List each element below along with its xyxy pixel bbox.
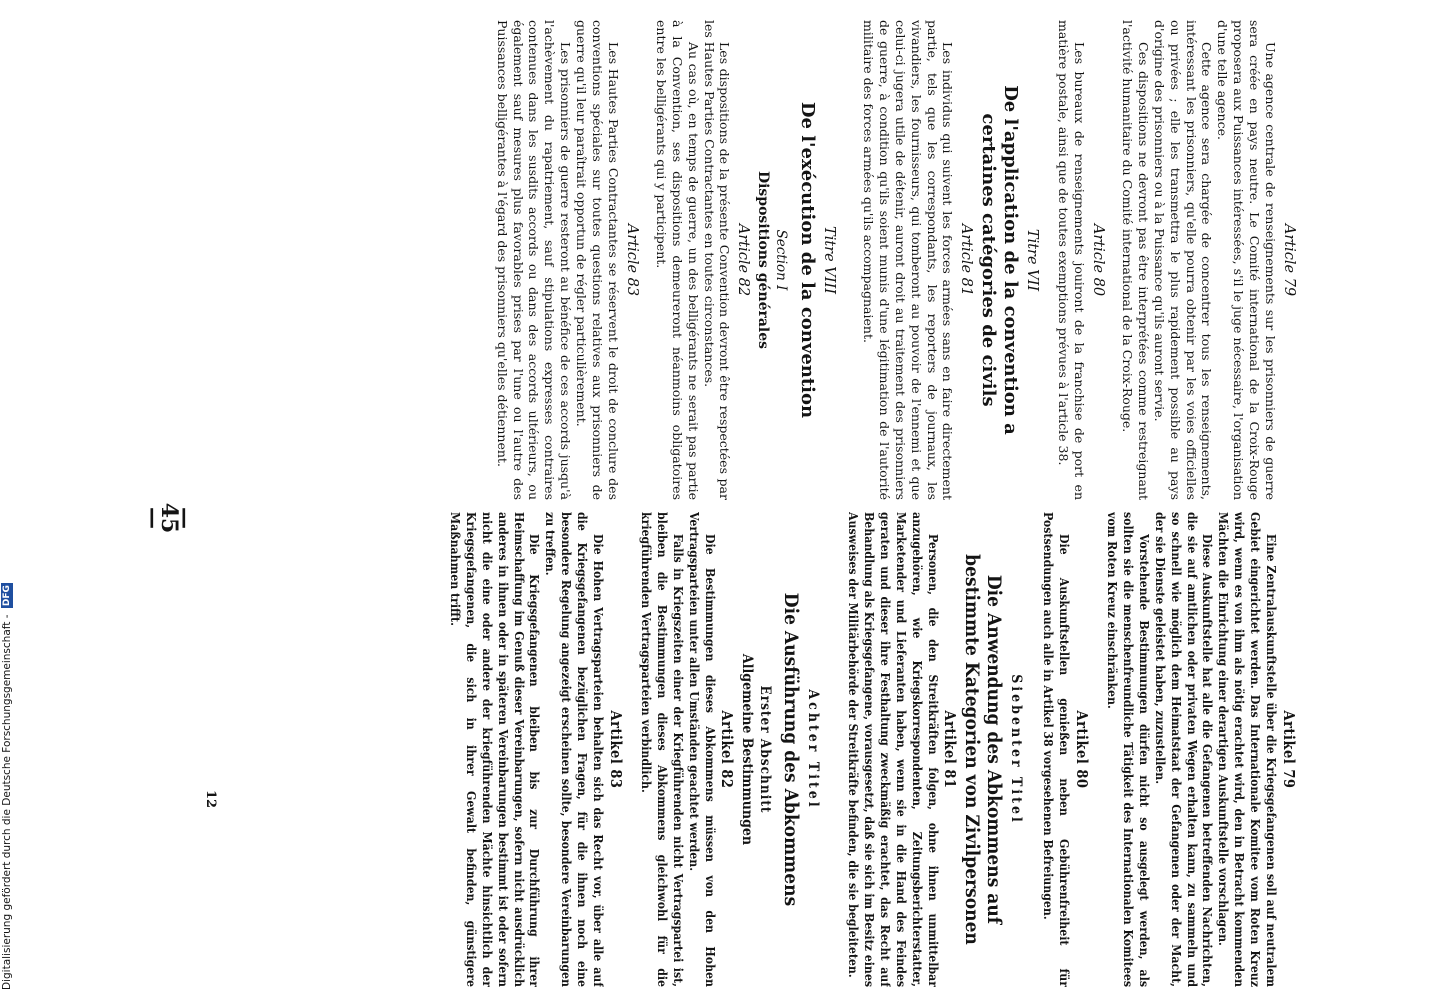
article-79-p1-fr: Une agence centrale de renseignements sur les prisonniers de guerre sera créée en pays neutre. Le Comité international de la Croix-Rouge proposera aux Puissances intéressées, s'il le juge nécessaire, l'organisation d'une telle agence. (1215, 20, 1279, 500)
document-page (140, 0, 1300, 1000)
article-81-p1-de: Personen, die den Streitkräften folgen, ohne ihnen unmittelbar anzugehören, wie Kriegskorrespondenten, Zeitungsberichterstatter, Marketender und Lieferanten haben, wenn sie in die Hand des Feindes geraten und dieser ihre Festhaltung zweckmäßig erachtet, das Recht auf Behandlung als Kriegsgefangene, vorausgesetzt, daß sie sich im Besitz eines Ausweises der Militärbehörde der Streitkräfte befinden, die sie begleiteten. (846, 512, 940, 987)
dfg-logo-icon: DFG (2, 585, 12, 607)
folio-number: 12 (203, 790, 218, 809)
article-83-p2-de: Die Kriegsgefangenen bleiben bis zur Durchführung ihrer Heimschaffung im Genuß dieser Vereinbarungen, sofern nicht ausdrücklich anderes in ihnen oder in späteren Vereinbarungen bestimmt ist oder sofern nicht die eine oder andere der kriegführenden Mächte hinsichtlich der Kriegsgefangenen, die sich in ihrer Gewalt befinden, günstigere Maßnahmen trifft. (447, 512, 542, 987)
article-79-p3-de: Vorstehende Bestimmungen dürfen nicht so ausgelegt werden, als sollten sie die menschenfreundliche Tätigkeit des Internationalen Komitees vom Roten Kreuz einschränken. (1105, 512, 1151, 987)
article-79-heading-fr: Article 79 (1281, 223, 1297, 297)
footer-text: Digitalisierung gefördert durch die Deutsche Forschungsgemeinschaft - (1, 614, 13, 990)
article-79-p3-fr: Ces dispositions ne devront pas être interprétées comme restreignant l'activité humanitaire du Comité international de la Croix-Rouge. (1119, 20, 1151, 500)
article-82-p2-de: Falls in Kriegszeiten einer der Kriegführenden nicht Vertragspartei ist, bleiben die Bestimmungen dieses Abkommens gleichwohl für die kriegführenden Vertragsparteien verbindlich. (638, 512, 685, 987)
titre-7-heading-fr: De l'application de la convention a certaines catégories de civils (978, 85, 1022, 435)
article-80-p1-de: Die Auskunftstellen genießen neben Gebührenfreiheit für Postsendungen auch alle in Artikel 38 vorgesehenen Befreiungen. (1041, 512, 1072, 987)
digitization-footer (0, 430, 14, 990)
article-82-heading-de: Artikel 82 (718, 710, 736, 789)
titre-8-heading-fr: De l'exécution de la convention (797, 101, 819, 419)
article-80-heading-de: Artikel 80 (1073, 710, 1091, 789)
page-number: — 45 — (140, 502, 198, 534)
article-81-heading-de: Artikel 81 (941, 710, 959, 789)
article-79-p1-de: Eine Zentralauskunftstelle über die Kriegsgefangenen soll auf neutralem Gebiet eingerichtet werden. Das Internationale Komitee vom Roten Kreuz wird, wenn es von ihm als nötig erachtet wird, den in Betracht kommenden Mächten die Einrichtung einer derartigen Auskunftstelle vorschlagen. (1216, 512, 1279, 987)
article-81-p1-fr: Les individus qui suivent les forces armées sans en faire directement partie, tels que les correspondants, les reporters de journaux, les vivandiers, les fournisseurs, qui tomberont au pouvoir de l'ennemi et que celui-ci jugera utile de détenir, auront droit au traitement des prisonniers de guerre, à condition qu'ils soient munis d'une légitimation de l'autorité militaire des forces armées qu'ils accompagnaient. (860, 20, 956, 500)
titre-7-label-de: Siebenter Titel (1008, 674, 1025, 825)
article-83-heading-de: Artikel 83 (607, 710, 624, 789)
article-83-p1-fr: Les Hautes Parties Contractantes se réservent le droit de conclure des conventions spéciales sur toutes questions relatives aux prisonniers de guerre qu'il leur paraîtrait opportun de régler particulièrement. (574, 20, 621, 500)
section-1-label-de: Erster Abschnitt (757, 685, 774, 814)
article-83-p1-de: Die Hohen Vertragsparteien behalten sich das Recht vor, über alle auf die Kriegsgefangenen bezüglichen Fragen, für die ihnen noch eine besondere Regelung angezeigt erscheinen sollte, besondere Vereinbarungen zu treffen. (543, 512, 606, 987)
article-83-p2-fr: Les prisonniers de guerre resteront au bénéfice de ces accords jusqu'à l'achèvement du rapatriement, sauf stipulations expresses contraires contenues dans les susdits accords ou dans des accords ultérieurs, ou également sauf mesures plus favorables prises par l'une ou l'autre des Puissances belligérantes à l'égard des prisonniers qu'elles détiennent. (494, 20, 574, 500)
section-1-label-fr: Section I (773, 229, 790, 291)
article-82-p1-fr: Les dispositions de la présente Convention devront être respectées par les Hautes Parties Contractantes en toutes circonstances. (701, 20, 733, 500)
article-82-heading-fr: Article 82 (735, 223, 752, 297)
article-81-heading-fr: Article 81 (958, 223, 975, 297)
titre-7-heading-de: Die Anwendung des Abkommens auf bestimmte Kategorien von Zivilpersonen (961, 554, 1006, 945)
article-83-heading-fr: Article 83 (623, 223, 640, 297)
titre-8-label-de: Achter Titel (805, 689, 822, 810)
titre-8-label-fr: Titre VIII (821, 226, 838, 294)
article-79-heading-de: Artikel 79 (1280, 710, 1297, 789)
german-column (270, 512, 1300, 987)
titre-7-label-fr: Titre VII (1024, 228, 1041, 292)
dispositions-generales-heading: Dispositions générales (755, 170, 772, 350)
article-82-p1-de: Die Bestimmungen dieses Abkommens müssen von den Hohen Vertragsparteien unter allen Umständen geachtet werden. (686, 512, 717, 987)
article-80-p1-fr: Les bureaux de renseignements jouiront de la franchise de port en matière postale, ainsi que de toutes exemptions prévues à l'article 38. (1056, 20, 1088, 500)
article-79-p2-fr: Cette agence sera chargée de concentrer tous les renseignements, intéressant les prisonniers, qu'elle pourra obtenir par les voies officielles ou privées ; elle les transmettra le plus rapidement possible au pays d'origine des prisonniers ou à la Puissance qu'ils auront servie. (1151, 20, 1215, 500)
allgemeine-bestimmungen-heading: Allgemeine Bestimmungen (739, 653, 756, 846)
article-82-p2-fr: Au cas où, en temps de guerre, un des belligérants ne serait pas partie à la Convention, ses dispositions demeureront néanmoins obligatoires entre les belligérants qui y participent. (653, 20, 701, 500)
article-80-heading-fr: Article 80 (1090, 223, 1107, 297)
article-79-p2-de: Diese Auskunftstelle hat alle die Gefangenen betreffenden Nachrichten, die sie auf amtlichen oder privaten Wegen erhalten kann, zu sammeln und so schnell wie möglich dem Heimatstaat der Gefangenen oder der Macht, der sie Dienste geleistet haben, zuzustellen. (1152, 512, 1215, 987)
french-column (270, 20, 1300, 500)
titre-8-heading-de: Die Ausführung des Abkommens (780, 592, 803, 907)
